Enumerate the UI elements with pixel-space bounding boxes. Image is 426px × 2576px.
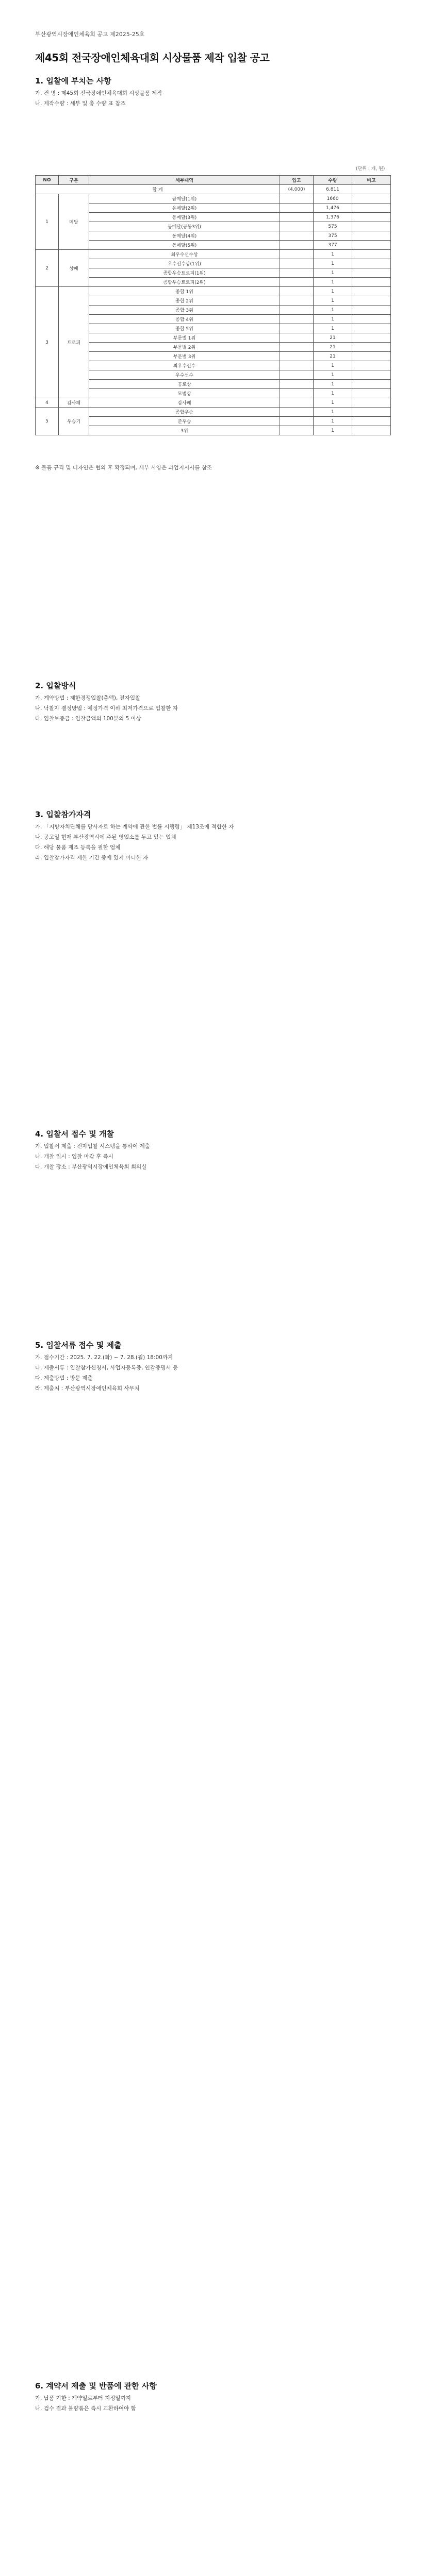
row-note — [352, 333, 391, 343]
section-4-line: 다. 개찰 장소 : 부산광역시장애인체육회 회의실 — [35, 1164, 147, 1170]
row-in — [280, 213, 314, 222]
section-3-line: 다. 해당 물품 제조 등록을 필한 업체 — [35, 844, 121, 851]
row-qty: 1 — [314, 306, 352, 315]
row-number: 5 — [36, 408, 59, 435]
table-total-row — [36, 185, 391, 194]
row-note — [352, 380, 391, 389]
table-row — [36, 408, 391, 417]
table-unit-note: (단위 : 개, 원) — [356, 166, 385, 172]
row-in — [280, 408, 314, 417]
row-qty: 1660 — [314, 194, 352, 204]
row-in — [280, 250, 314, 259]
row-in — [280, 278, 314, 287]
row-qty: 1,476 — [314, 204, 352, 213]
section-4-line: 나. 개찰 일시 : 입찰 마감 후 즉시 — [35, 1154, 113, 1160]
section-2-line: 다. 입찰보증금 : 입찰금액의 100분의 5 이상 — [35, 716, 141, 722]
row-category: 상패 — [59, 250, 89, 287]
table-footnote: ※ 물품 규격 및 디자인은 협의 후 확정되며, 세부 사양은 과업지시서를 참조 — [35, 465, 212, 471]
table-row — [36, 315, 391, 324]
row-note — [352, 370, 391, 380]
section-3-heading: 3. 입찰참가자격 — [35, 810, 91, 819]
row-note — [352, 241, 391, 250]
table-header: 비고 — [352, 176, 391, 185]
table-row — [36, 222, 391, 231]
row-note — [352, 343, 391, 352]
row-note — [352, 268, 391, 278]
row-qty: 1 — [314, 389, 352, 398]
row-item-name: 종합 4위 — [89, 315, 280, 324]
row-note — [352, 315, 391, 324]
row-in — [280, 389, 314, 398]
section-5-line: 라. 제출처 : 부산광역시장애인체육회 사무처 — [35, 1385, 140, 1392]
row-in — [280, 361, 314, 370]
table-row — [36, 204, 391, 213]
table-row — [36, 398, 391, 408]
section-5-heading: 5. 입찰서류 접수 및 제출 — [35, 1341, 122, 1350]
page-title: 제45회 전국장애인체육대회 시상물품 제작 입찰 공고 — [35, 52, 270, 64]
row-item-name: 공로상 — [89, 380, 280, 389]
row-qty: 1 — [314, 417, 352, 426]
section-4-heading: 4. 입찰서 접수 및 개찰 — [35, 1129, 114, 1139]
row-item-name: 최우수선수상 — [89, 250, 280, 259]
row-note — [352, 361, 391, 370]
row-qty: 21 — [314, 333, 352, 343]
row-category: 트로피 — [59, 287, 89, 398]
row-item-name: 종합우승트로피(1위) — [89, 268, 280, 278]
row-qty: 1 — [314, 324, 352, 333]
table-row — [36, 380, 391, 389]
table-row — [36, 324, 391, 333]
table-row — [36, 296, 391, 306]
row-item-name: 종합우승트로피(2위) — [89, 278, 280, 287]
section-4-line: 가. 입찰서 제출 : 전자입찰 시스템을 통하여 제출 — [35, 1143, 150, 1149]
table-row — [36, 306, 391, 315]
row-qty: 1 — [314, 250, 352, 259]
row-item-name: 부문별 1위 — [89, 333, 280, 343]
section-2-line: 가. 계약방법 : 제한경쟁입찰(총액), 전자입찰 — [35, 695, 141, 701]
row-item-name: 준우승 — [89, 417, 280, 426]
row-note — [352, 278, 391, 287]
table-row — [36, 361, 391, 370]
row-category: 감사패 — [59, 398, 89, 408]
row-item-name: 은메달(2위) — [89, 204, 280, 213]
table-row — [36, 194, 391, 204]
table-row — [36, 213, 391, 222]
row-in — [280, 204, 314, 213]
row-in — [280, 426, 314, 435]
row-item-name: 감사패 — [89, 398, 280, 408]
row-in — [280, 306, 314, 315]
row-qty: 1 — [314, 259, 352, 268]
table-header: 수량 — [314, 176, 352, 185]
section-5-line: 가. 접수기간 : 2025. 7. 22.(화) ~ 7. 28.(월) 18:00까지 — [35, 1354, 173, 1361]
row-number: 1 — [36, 194, 59, 250]
section-1-line: 나. 제작수량 : 세부 및 총 수량 표 참조 — [35, 100, 126, 107]
row-in — [280, 287, 314, 296]
row-note — [352, 213, 391, 222]
row-in — [280, 231, 314, 241]
row-qty: 1 — [314, 315, 352, 324]
section-1-heading: 1. 입찰에 부치는 사항 — [35, 76, 111, 86]
row-note — [352, 306, 391, 315]
row-in — [280, 380, 314, 389]
row-qty: 1 — [314, 398, 352, 408]
table-header-row — [36, 176, 391, 185]
row-item-name: 우수선수상(1위) — [89, 259, 280, 268]
row-qty: 1 — [314, 361, 352, 370]
row-note — [352, 389, 391, 398]
row-item-name: 종합우승 — [89, 408, 280, 417]
total-qty: 6,811 — [314, 185, 352, 194]
row-in — [280, 352, 314, 361]
row-note — [352, 398, 391, 408]
row-note — [352, 204, 391, 213]
table-header: NO — [36, 176, 59, 185]
row-number: 2 — [36, 250, 59, 287]
row-qty: 375 — [314, 231, 352, 241]
row-note — [352, 417, 391, 426]
row-in — [280, 370, 314, 380]
row-note — [352, 222, 391, 231]
row-qty: 1 — [314, 287, 352, 296]
row-note — [352, 296, 391, 306]
row-in — [280, 259, 314, 268]
row-note — [352, 194, 391, 204]
table-row — [36, 278, 391, 287]
table-row — [36, 370, 391, 380]
section-3-line: 나. 공고일 현재 부산광역시에 주된 영업소를 두고 있는 업체 — [35, 834, 176, 840]
section-6-line: 가. 납품 기한 : 계약일로부터 지정일까지 — [35, 2395, 131, 2401]
section-2-heading: 2. 입찰방식 — [35, 681, 76, 690]
row-item-name: 종합 5위 — [89, 324, 280, 333]
row-qty: 1 — [314, 268, 352, 278]
row-in — [280, 315, 314, 324]
row-qty: 1 — [314, 278, 352, 287]
row-item-name: 최우수선수 — [89, 361, 280, 370]
row-note — [352, 231, 391, 241]
row-item-name: 종합 2위 — [89, 296, 280, 306]
row-item-name: 동메달(5위) — [89, 241, 280, 250]
row-in — [280, 296, 314, 306]
row-qty: 1 — [314, 408, 352, 417]
total-price: (4,000) — [280, 185, 314, 194]
row-note — [352, 287, 391, 296]
table-row — [36, 241, 391, 250]
table-row — [36, 333, 391, 343]
table-row — [36, 426, 391, 435]
row-in — [280, 241, 314, 250]
doc-number: 부산광역시장애인체육회 공고 제2025-25호 — [35, 31, 145, 38]
table-row — [36, 231, 391, 241]
row-in — [280, 398, 314, 408]
row-in — [280, 324, 314, 333]
section-1-line: 가. 건 명 : 제45회 전국장애인체육대회 시상물품 제작 — [35, 90, 162, 96]
row-qty: 1,376 — [314, 213, 352, 222]
row-in — [280, 417, 314, 426]
row-qty: 575 — [314, 222, 352, 231]
section-5-line: 다. 제출방법 : 방문 제출 — [35, 1375, 93, 1381]
row-in — [280, 222, 314, 231]
row-item-name: 동메달(3위) — [89, 213, 280, 222]
row-category: 우승기 — [59, 408, 89, 435]
table-row — [36, 268, 391, 278]
row-item-name: 부문별 3위 — [89, 352, 280, 361]
table-header: 세부내역 — [89, 176, 280, 185]
table-header: 입고 — [280, 176, 314, 185]
table-header: 구분 — [59, 176, 89, 185]
total-label: 합 계 — [36, 185, 280, 194]
row-qty: 1 — [314, 296, 352, 306]
row-item-name: 동메달(4위) — [89, 231, 280, 241]
items-body — [36, 194, 391, 435]
row-qty: 21 — [314, 343, 352, 352]
section-2-line: 나. 낙찰자 결정방법 : 예정가격 이하 최저가격으로 입찰한 자 — [35, 705, 178, 711]
row-qty: 377 — [314, 241, 352, 250]
table-row — [36, 389, 391, 398]
row-item-name: 3위 — [89, 426, 280, 435]
row-qty: 1 — [314, 380, 352, 389]
row-note — [352, 324, 391, 333]
table-row — [36, 343, 391, 352]
row-item-name: 종합 1위 — [89, 287, 280, 296]
row-in — [280, 333, 314, 343]
section-6-line: 나. 검수 결과 불량품은 즉시 교환하여야 함 — [35, 2405, 136, 2412]
row-item-name: 우수선수 — [89, 370, 280, 380]
section-6-heading: 6. 계약서 제출 및 반품에 관한 사항 — [35, 2381, 157, 2391]
row-item-name: 금메달(1위) — [89, 194, 280, 204]
row-item-name: 부문별 2위 — [89, 343, 280, 352]
table-row — [36, 250, 391, 259]
row-item-name: 모범상 — [89, 389, 280, 398]
row-qty: 21 — [314, 352, 352, 361]
table-row — [36, 287, 391, 296]
row-qty: 1 — [314, 370, 352, 380]
table-row — [36, 417, 391, 426]
row-note — [352, 259, 391, 268]
row-number: 4 — [36, 398, 59, 408]
row-in — [280, 268, 314, 278]
items-table — [35, 175, 391, 435]
row-qty: 1 — [314, 426, 352, 435]
section-3-line: 라. 입찰참가자격 제한 기간 중에 있지 아니한 자 — [35, 855, 149, 861]
row-number: 3 — [36, 287, 59, 398]
row-category: 메달 — [59, 194, 89, 250]
row-in — [280, 343, 314, 352]
row-note — [352, 408, 391, 417]
row-note — [352, 352, 391, 361]
row-in — [280, 194, 314, 204]
section-3-line: 가. 「지방자치단체를 당사자로 하는 계약에 관한 법률 시행령」 제13조에 적합한 자 — [35, 824, 234, 830]
row-item-name: 동메달(공동3위) — [89, 222, 280, 231]
row-note — [352, 250, 391, 259]
table-row — [36, 259, 391, 268]
table-row — [36, 352, 391, 361]
row-item-name: 종합 3위 — [89, 306, 280, 315]
section-5-line: 나. 제출서류 : 입찰참가신청서, 사업자등록증, 인감증명서 등 — [35, 1365, 178, 1371]
row-note — [352, 426, 391, 435]
